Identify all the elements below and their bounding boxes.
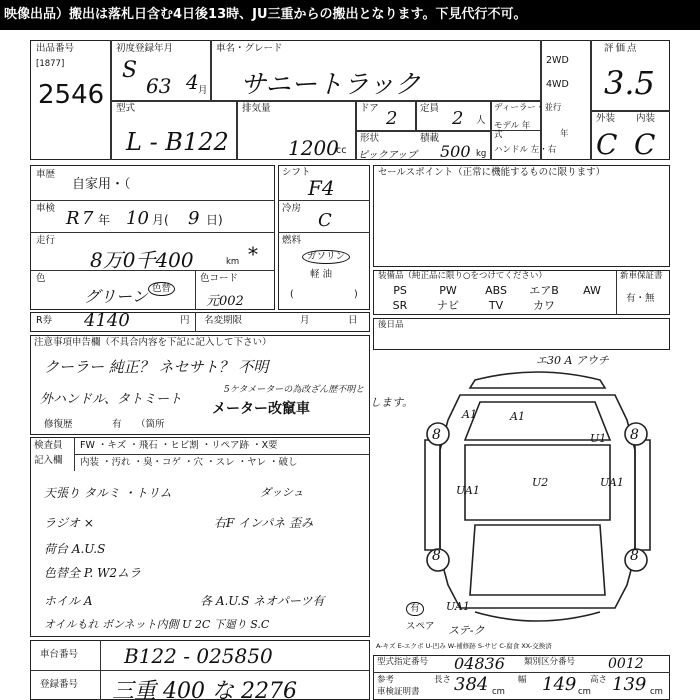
rename-day-unit: 日 (348, 315, 358, 326)
car-name: サニートラック (240, 70, 421, 100)
meter-note: 5ケタメーターの為改ざん歴不明と (224, 385, 365, 395)
color-change: 色替 (148, 282, 175, 296)
load-unit: kg (476, 149, 487, 159)
equipment-item: SR (392, 299, 408, 312)
mileage-mark: * (248, 242, 258, 266)
model-spec-value: 04836 (454, 654, 505, 673)
notes-label: 注意事項申告欄（不具合内容を下記に記入して下さい） (34, 337, 272, 348)
mileage-label: 走行 (36, 235, 56, 246)
first-reg-month-unit: 月 (198, 85, 208, 96)
repair-value: 有 (112, 419, 122, 430)
rename-month-unit: 月 (300, 315, 310, 326)
diagram-top-note: エ30 A アウチ (536, 354, 609, 367)
warranty-label: 新車保証書 (620, 271, 663, 281)
displacement-value: 1200 (288, 136, 339, 160)
spare-label: スペア (406, 621, 435, 632)
recycle-label: R券 (36, 315, 53, 326)
lot-number: 2546 (38, 80, 105, 110)
diagram-label: 8 (432, 548, 441, 564)
color-value: グリーン (84, 287, 148, 306)
equipment-item: エアB (529, 284, 559, 297)
height-value: 139 (612, 674, 647, 695)
width-unit: cm (578, 687, 591, 697)
model-label: 型式 (116, 103, 136, 114)
diagram-label: A1 (510, 410, 525, 423)
year-unit: 年 (560, 129, 569, 139)
chassis-label: 車台番号 (40, 649, 79, 660)
diagram-label: 8 (432, 427, 441, 443)
drive-4wd: 4WD (546, 79, 569, 90)
shift-value: F4 (308, 176, 335, 200)
color-code-value: 元002 (206, 294, 244, 309)
inspect-day-unit: 日) (206, 213, 223, 227)
color-label: 色 (36, 273, 46, 284)
diagram-label: UA1 (456, 484, 480, 497)
inspector-label2: 記入欄 (34, 455, 63, 466)
displacement-label: 排気量 (242, 103, 271, 114)
notes-line2: 外ハンドル、タトミート (40, 392, 182, 407)
color-code-label: 色コード (200, 273, 239, 284)
displacement-unit: cc (336, 145, 347, 156)
shift-label: シフト (282, 167, 311, 178)
recycle-unit: 円 (180, 315, 190, 326)
grade-value: 3.5 (604, 64, 655, 102)
recycle-value: 4140 (84, 310, 130, 331)
meter-note2: します。 (370, 396, 414, 409)
exterior-value: C (596, 128, 618, 161)
exterior-label: 外装 (596, 113, 616, 124)
spare-value: 有 (406, 602, 424, 616)
load-label: 積載 (420, 133, 440, 144)
damage-legend: A-キズ E-エクボ U-凹み W-補修跡 S-サビ C-腐食 XX-交換済 (376, 642, 552, 650)
diagram-label: 8 (630, 427, 639, 443)
inspector-label1: 検査員 (34, 440, 63, 451)
capacity-unit: 人 (476, 115, 486, 126)
notes-line1: クーラー 純正？ ネセサト？ 不明 (44, 358, 269, 376)
plate-value: 三重 400 な 2276 (112, 679, 297, 700)
handle-label: ハンドル 左・右 (494, 145, 557, 155)
inspect-label: 車検 (36, 203, 56, 214)
rename-label: 名変期限 (204, 315, 243, 326)
interior-label: 内装 (636, 113, 656, 124)
equipment-item: ABS (485, 284, 507, 297)
first-reg-year: 63 (146, 74, 172, 98)
chassis-value: B122 - 025850 (124, 644, 273, 668)
first-reg-label: 初度登録年月 (116, 43, 174, 54)
sales-point-box (373, 165, 670, 267)
doors-label: ドア (360, 103, 379, 114)
repair-suffix: （箇所 (136, 419, 165, 430)
model-spec-label: 型式指定番号 (377, 657, 429, 667)
length-value: 384 (454, 674, 489, 695)
mileage-value: 8万0千400 (90, 248, 194, 272)
mileage-unit: km (226, 257, 240, 267)
equipment-item: ナビ (437, 299, 459, 312)
later-items-box (373, 318, 670, 350)
inspect-year-unit: 年 (98, 213, 111, 227)
first-reg-era: S (122, 58, 138, 83)
equipment-item: PW (439, 284, 457, 297)
inspector-line: ラジオ × (44, 516, 94, 530)
dash-note: ダッシュ (260, 486, 304, 499)
usage-label: 車歴 (36, 169, 56, 180)
diagram-label: U2 (532, 476, 549, 489)
class-value: 0012 (608, 656, 644, 672)
inspector-line: オイルもれ ボンネット内側 U 2C 下廻り S.C (44, 618, 270, 631)
fuel-blank-close: ) (354, 289, 358, 300)
length-label: 長さ (434, 675, 452, 685)
ac-value: C (318, 210, 332, 231)
equipment-item: AW (583, 284, 601, 297)
inspector-line: 天張り タルミ ・トリム (44, 486, 172, 500)
sales-point-label: セールスポイント（正常に機能するものに限ります） (378, 167, 606, 178)
inspector-row2: 内装 ・汚れ ・臭・コゲ ・穴 ・スレ ・ヤレ ・破し (80, 457, 298, 468)
car-damage-diagram (405, 350, 670, 640)
equipment-item: カワ (533, 299, 555, 312)
diagram-label: U1 (590, 432, 607, 445)
width-value: 149 (542, 674, 577, 695)
dealer-label: ディーラー・並行 (494, 103, 562, 113)
shape-label: 形状 (360, 133, 380, 144)
lot-sub: [1877] (36, 59, 65, 69)
fuel-value: ガソリン (302, 250, 350, 264)
inspect-year: 7 (82, 208, 94, 229)
first-reg-month: 4 (186, 70, 199, 94)
capacity-label: 定員 (420, 103, 440, 114)
height-label: 高さ (590, 675, 608, 685)
car-name-label: 車名・グレード (216, 43, 283, 54)
shape-value: ピックアップ (358, 150, 417, 161)
class-label: 類別区分番号 (524, 657, 576, 667)
inspector-line: 色替全 P. W2ムラ (44, 566, 142, 580)
width-label: 幅 (518, 675, 527, 685)
repair-label: 修復歴 (44, 419, 73, 430)
parts-line-note: 各 A.U.S ネオパーツ有 (200, 594, 325, 608)
capacity-value: 2 (452, 108, 464, 129)
fuel-diesel: 軽 油 (310, 269, 333, 280)
ref-label1: 参考 (377, 675, 395, 685)
later-items-label: 後日品 (378, 320, 404, 330)
recycle-box (30, 312, 370, 332)
inspector-line: ホイル A (44, 594, 93, 608)
interior-value: C (634, 128, 656, 161)
drive-2wd: 2WD (546, 55, 569, 66)
inspector-line: 荷台 A.U.S (44, 542, 106, 556)
inspector-row1: FW ・キズ ・飛石 ・ヒビ割 ・リペア跡 ・X要 (80, 440, 278, 451)
inspect-month-unit: 月( (152, 213, 169, 227)
ref-label2: 車検証明書 (377, 687, 420, 697)
diagram-label: 8 (630, 548, 639, 564)
height-unit: cm (650, 687, 663, 697)
grade-label: 評価点 (604, 43, 639, 54)
inspect-day: 9 (188, 208, 200, 229)
model-value: L - B122 (126, 128, 229, 156)
right-line-note: 右F インパネ 歪み (214, 516, 314, 530)
auction-banner: 映像出品）搬出は落札日含む4日後13時、JU三重からの搬出となります。下見代行不可。 (0, 0, 700, 30)
fuel-blank-open: ( (290, 289, 294, 300)
inspect-month: 10 (126, 208, 149, 229)
meter-stamp: メーター改竄車 (212, 401, 310, 417)
length-unit: cm (492, 687, 505, 697)
lot-label: 出品番号 (36, 43, 75, 54)
diagram-label: UA1 (446, 600, 470, 613)
fuel-label: 燃料 (282, 235, 302, 246)
diagram-label: A1 (462, 408, 477, 421)
equipment-label: 装備品（純正品に限り○をつけてください） (378, 271, 547, 281)
ac-label: 冷房 (282, 203, 302, 214)
doors-value: 2 (386, 108, 398, 129)
equipment-item: TV (488, 299, 504, 312)
usage-value: 自家用・（ (72, 177, 131, 192)
plate-label: 登録番号 (40, 679, 79, 690)
inspect-era: R (66, 208, 80, 229)
equipment-item: PS (393, 284, 407, 297)
spare-note: ステ-ク (448, 624, 485, 637)
model-year-label: モデル 年式 (494, 121, 531, 141)
load-value: 500 (440, 142, 471, 161)
diagram-label: UA1 (600, 476, 624, 489)
warranty-value: 有・無 (626, 293, 655, 304)
